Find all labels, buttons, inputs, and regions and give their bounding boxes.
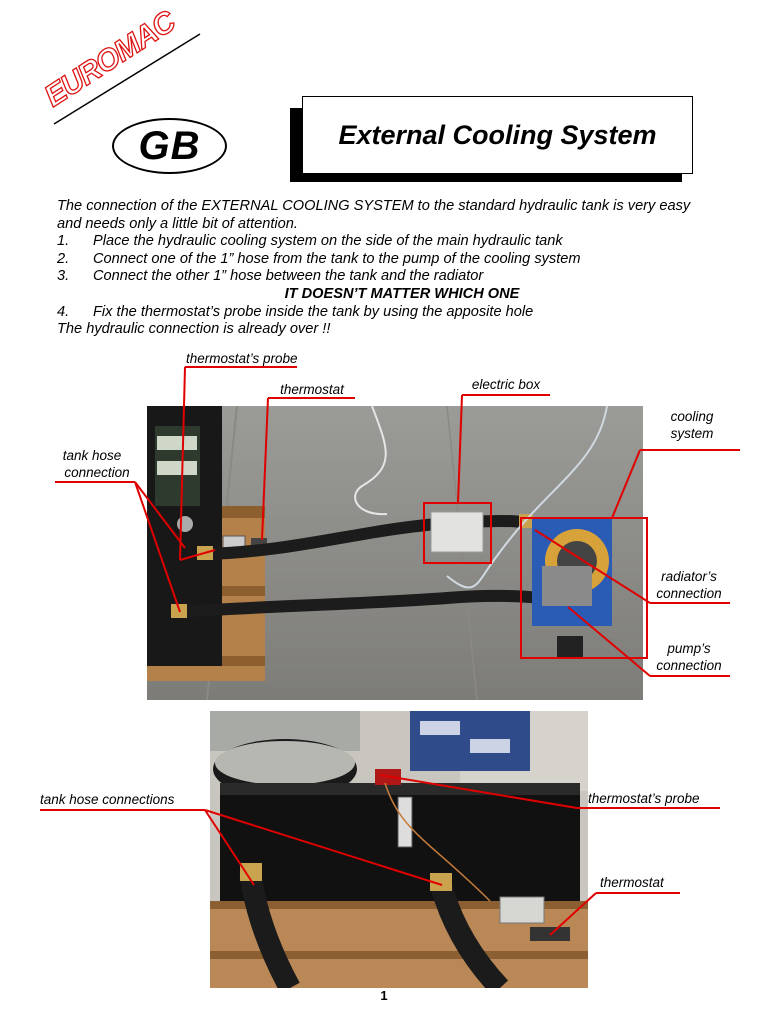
step-4	[57, 304, 747, 322]
step-number: 4.	[57, 303, 70, 320]
logo-text: EUROMAC	[38, 5, 181, 114]
cooling-system-photo	[147, 406, 643, 700]
step-2	[57, 251, 747, 269]
label-thermostat-probe: thermostat’s probe	[186, 351, 298, 366]
page-title: External Cooling System	[338, 119, 657, 150]
step-1	[57, 233, 747, 251]
country-badge	[112, 118, 227, 174]
label-tank-hose-line1: tank hose	[62, 448, 122, 463]
step-number: 2.	[57, 250, 70, 267]
step-text: Connect the other 1” hose between the tank and the radiator	[93, 268, 484, 285]
country-badge-label: GB	[138, 123, 201, 168]
closing-line: The hydraulic connection is already over !!	[57, 321, 331, 338]
label-pump-line2: connection	[656, 658, 722, 673]
label-tank-hose-connections: tank hose connections	[40, 792, 175, 807]
step-text: Fix the thermostat’s probe inside the tank by using the apposite hole	[93, 303, 534, 320]
label-radiator-line2: connection	[656, 586, 722, 601]
hydraulic-tank-photo	[210, 711, 588, 988]
step-number: 3.	[57, 268, 70, 285]
label-thermostat-2: thermostat	[600, 875, 664, 890]
title-box	[302, 96, 693, 174]
emphasis-note: IT DOESN’T MATTER WHICH ONE	[284, 285, 520, 302]
instructions-text	[57, 198, 747, 339]
label-cooling-system-line2: system	[670, 426, 714, 441]
step-text: Connect one of the 1” hose from the tank to the pump of the cooling system	[93, 250, 581, 267]
step-text: Place the hydraulic cooling system on the side of the main hydraulic tank	[93, 233, 563, 250]
label-tank-hose-line2: connection	[64, 465, 130, 480]
intro-line-2: and needs only a little bit of attention.	[57, 215, 298, 232]
label-thermostat-probe-2: thermostat’s probe	[588, 791, 700, 806]
euromac-logo	[38, 5, 210, 128]
intro-line-1: The connection of the EXTERNAL COOLING SYSTEM to the standard hydraulic tank is very easy	[57, 198, 691, 214]
label-cooling-system-line1: cooling	[670, 409, 714, 424]
label-pump-line1: pump’s	[667, 641, 711, 656]
step-3	[57, 268, 747, 286]
label-electric-box: electric box	[471, 377, 541, 392]
step-number: 1.	[57, 233, 70, 250]
label-thermostat: thermostat	[280, 382, 344, 397]
page-number: 1	[380, 988, 388, 1003]
label-radiator-line1: radiator’s	[661, 569, 717, 584]
